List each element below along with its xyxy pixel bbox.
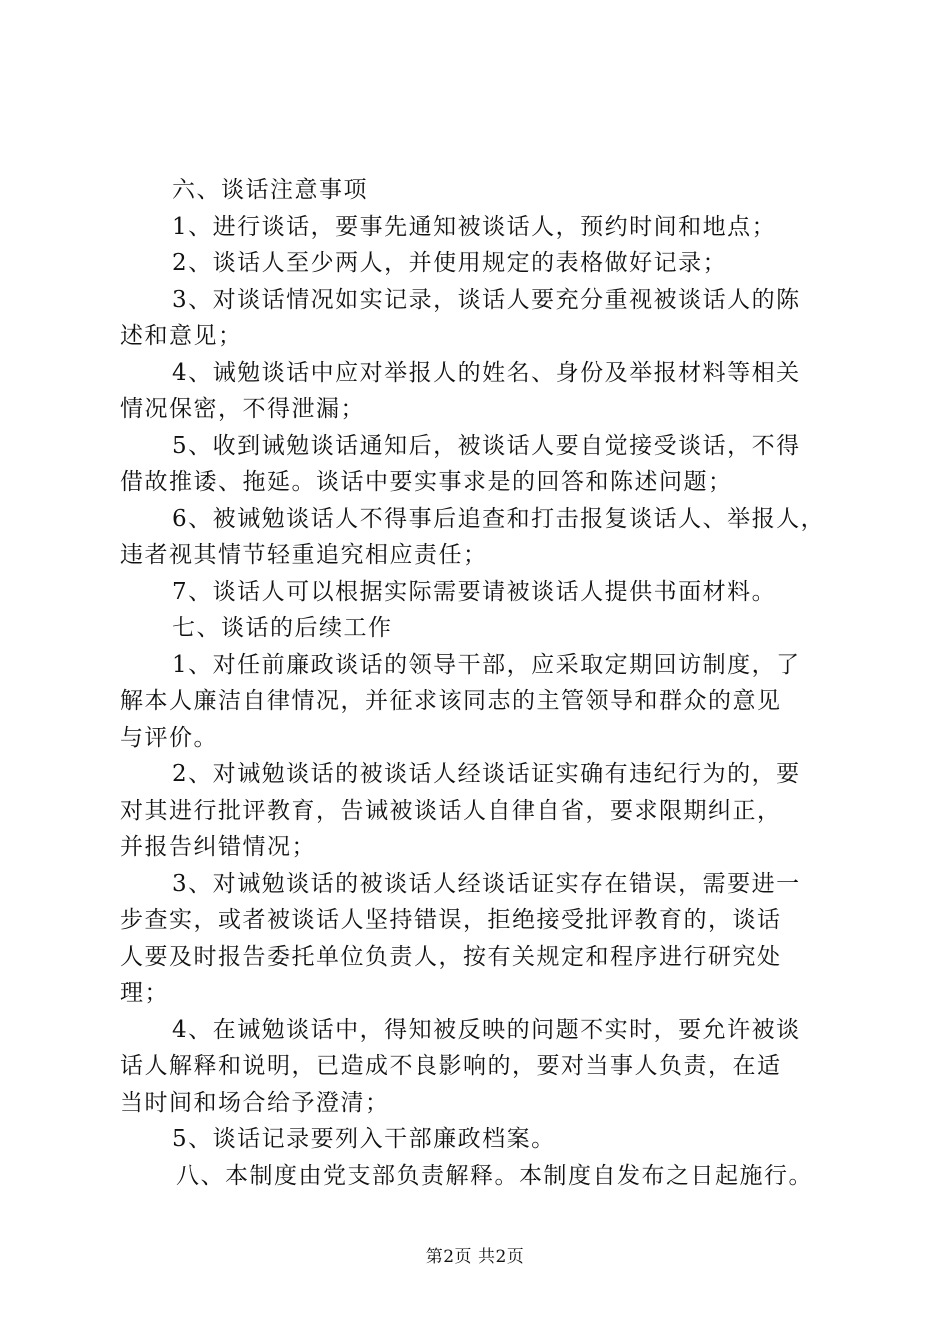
paragraph-line: 述和意见； [120, 323, 243, 349]
paragraph-line: 7、谈话人可以根据实际需要请被谈话人提供书面材料。 [172, 578, 777, 605]
paragraph-line: 违者视其情节轻重追究相应责任； [120, 542, 488, 568]
paragraph-line: 4、在诫勉谈话中，得知被反映的问题不实时，要允许被谈 [172, 1016, 801, 1043]
paragraph-line: 并报告纠错情况； [120, 834, 316, 860]
paragraph-line: 3、对诫勉谈话的被谈话人经谈话证实存在错误，需要进一 [172, 870, 801, 897]
paragraph-line: 1、进行谈话，要事先通知被谈话人，预约时间和地点； [172, 213, 777, 240]
paragraph-line: 6、被诫勉谈话人不得事后追查和打击报复谈话人、举报人， [172, 505, 826, 532]
paragraph-line: 2、对诫勉谈话的被谈话人经谈话证实确有违纪行为的，要 [172, 761, 801, 787]
paragraph-line: 4、诫勉谈话中应对举报人的姓名、身份及举报材料等相关 [172, 359, 801, 386]
paragraph-line: 2、谈话人至少两人，并使用规定的表格做好记录； [172, 250, 728, 276]
paragraph-line: 步查实，或者被谈话人坚持错误，拒绝接受批评教育的，谈话 [120, 907, 782, 933]
paragraph-line: 1、对任前廉政谈话的领导干部，应采取定期回访制度，了 [172, 651, 801, 678]
paragraph-line: 理； [120, 980, 169, 1006]
document-body [120, 172, 840, 1194]
paragraph-line: 5、收到诫勉谈话通知后，被谈话人要自觉接受谈话，不得 [172, 432, 801, 459]
section-heading-7: 七、谈话的后续工作 [172, 615, 393, 641]
section-heading-6: 六、谈话注意事项 [172, 177, 368, 203]
paragraph-line: 对其进行批评教育，告诫被谈话人自律自省，要求限期纠正， [120, 797, 782, 824]
paragraph-line: 当时间和场合给予澄清； [120, 1089, 390, 1116]
section-heading-8: 八、本制度由党支部负责解释。本制度自发布之日起施行。 [176, 1162, 813, 1189]
paragraph-line: 情况保密，不得泄漏； [120, 396, 365, 422]
paragraph-line: 人要及时报告委托单位负责人，按有关规定和程序进行研究处 [120, 943, 782, 970]
paragraph-line: 与评价。 [120, 724, 218, 751]
paragraph-line: 3、对谈话情况如实记录，谈话人要充分重视被谈话人的陈 [172, 286, 801, 313]
paragraph-line: 话人解释和说明，已造成不良影响的，要对当事人负责，在适 [120, 1053, 782, 1079]
paragraph-line: 借故推诿、拖延。谈话中要实事求是的回答和陈述问题； [120, 469, 733, 495]
paragraph-line: 5、谈话记录要列入干部廉政档案。 [172, 1126, 556, 1152]
paragraph-line: 解本人廉洁自律情况，并征求该同志的主管领导和群众的意见 [120, 688, 782, 714]
page-number-footer: 第2页 共2页 [425, 1247, 525, 1267]
